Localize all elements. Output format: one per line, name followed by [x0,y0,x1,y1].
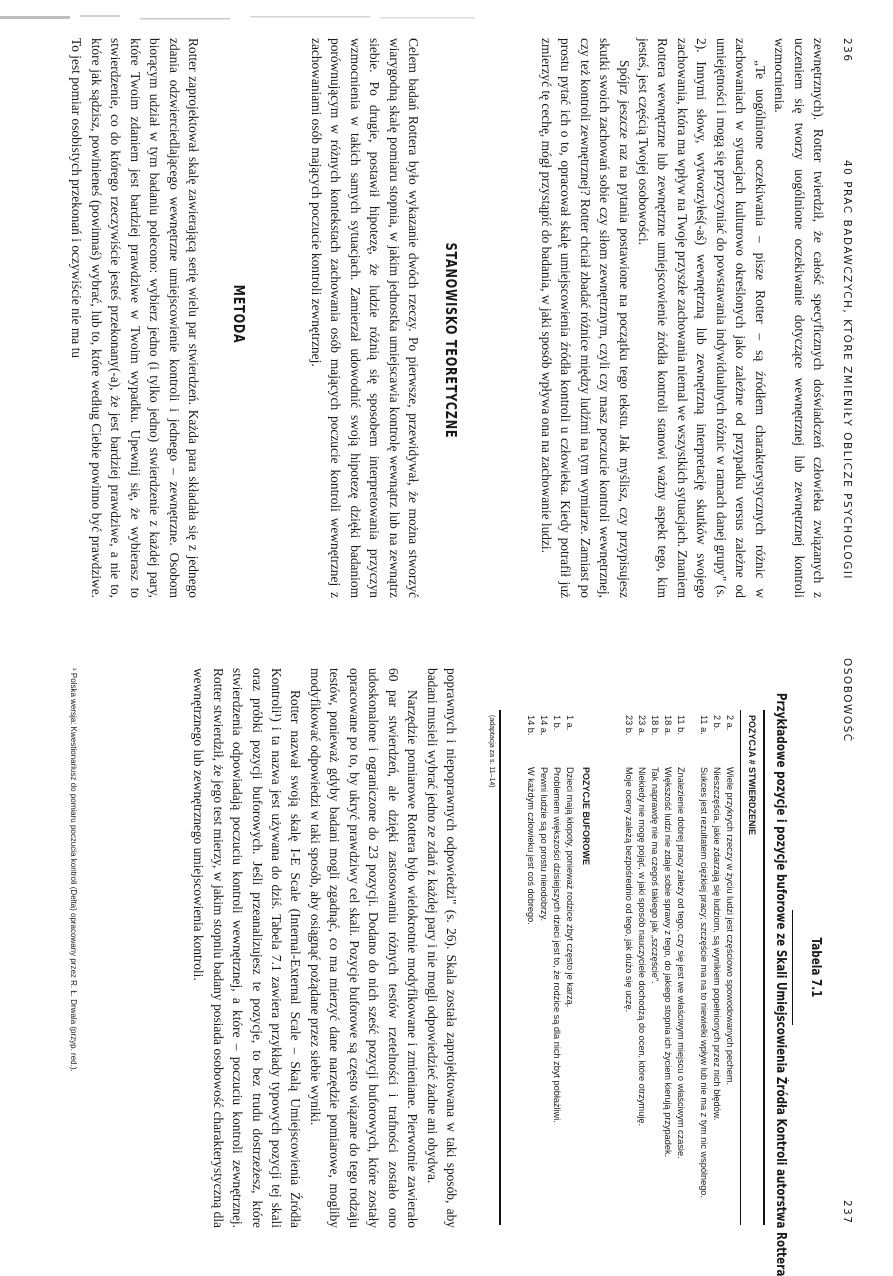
paragraph: Rotter zaprojektował skalę zawierającą serię wielu par stwierdzeń. Każda para składała się z jednego zdania odzwierciedlającego wewnętrzne umiejscowienie kontroli i jednego – zewnętrzne. Osobom biorącym udział w tym badaniu polecono: wybierz jedno (i tylko jedno) stwierdzenie z każdej pary, które Twoim zdaniem jest bardziej prawdziwe w Twoim wypadku. Upewnij się, że wybierasz to stwierdzenie, co do którego rzeczywiście jesteś przekonany(-a), że jest bardziej prawdziwe, a nie to, które jak sądzisz, powinieneś (powinnaś) wybrać, lub to, które według Ciebie powinno być prawdziwe. To jest pomiar osobistych przekonań i oczywiście nie ma tu [69,38,201,598]
paragraph: Spójrz jeszcze raz na pytania postawione na początku tego tekstu. Jak myślisz, czy przypisujesz skutki swoich zachowań sobie czy siłom zewnętrznym, czyli czy masz poczucie kontroli wewnętrznej, czy też kontroli zewnętrznej? Rotter chciał zbadać różnice między ludźmi na tym wymiarze. Zamiast po prostu pytać ich o to, opracował skalę umiejscowienia źródła kontroli u człowieka. Kiedy potrafił już zmierzyć tę cechę, mógł przystąpić do badania, w jaki sposób wpływa ona na zachowanie ludzi. [538,38,632,598]
item-statement: Znalezienie dobrej pracy zależy od tego, czy się jest we właściwym miejscu o właściwym czasie. [676,767,686,1159]
item-statement: Niekiedy nie mogę pojąć, w jaki sposób nauczyciele dochodzą do ocen, które otrzymuję. [637,767,647,1127]
item-number: 1 b. [552,715,562,731]
item-statement: W każdym człowieku jest coś dobrego. [526,767,536,925]
paragraph: poprawnych i niepoprawnych odpowiedzi" (s. 26). Skala została zaprojektowana w taki sposób, aby badani musieli wybrać jedno ze zdań z każdej pary i nie mogli odpowiedzieć żadne ani obydwa. [424,668,459,1228]
table-title: Przykładowe pozycje i pozycje buforowe ze Skali Umiejscowienia Źródła Kontroli autorstwa Rottera [773,692,788,1276]
item-number: 2 a. [725,715,735,731]
item-number: 14 b. [526,715,536,736]
item-number: 14 a. [539,715,549,736]
item-number: 1 a. [565,715,575,731]
table-source: (adaptacja za s. 11–14) [488,715,495,788]
table-top-rule [763,710,765,1225]
page-number-left: 236 [841,38,853,63]
table-label: Tabela 7.1 [808,937,823,998]
item-number: 23 a. [637,715,647,736]
paragraph: zewnętrznych). Rotter twierdził, że całość specyficznych doświadczeń człowieka związanych z uczeniem się tworzy uogólnione oczekiwanie dotyczące wewnętrznej lub zewnętrznej kontroli wzmocnienia. [772,38,826,598]
item-statement: Problemem większości dzisiejszych dzieci jest to, że rodzice są dla nich zbyt pobłażliwi. [552,767,562,1123]
item-statement: Tak naprawdę nie ma czegoś takiego jak „szczęście". [650,767,660,984]
table-divider [792,910,793,1025]
section-heading: METODA [230,284,248,344]
item-number: 11 b. [676,715,686,735]
theory-text [306,38,423,598]
footnote: ¹ Polska wersja: Kwestionariusz do pomiaru poczucia kontroli (Delta) opracowany przez R. Ł. Drwala (przyp. red.). [69,668,78,1072]
item-statement: Moje oceny zależą bezpośrednio od tego, jak dużo się uczę. [624,767,634,1013]
item-number: 18 a. [663,715,673,736]
item-number: 11 a. [699,715,709,735]
item-number: 23 b. [624,715,634,736]
buffer-header: POZYCJE BUFOROWE [581,767,591,866]
table-header-rule [740,710,741,1225]
item-statement: Sukces jest rezultatem ciężkiej pracy; szczęście ma na to niewielki wpływ lub nie ma z tym nic wspólnego. [699,767,709,1198]
item-number: 2 b. [712,715,722,731]
right-body-text [189,668,461,1228]
item-statement: Dzieci mają kłopoty, ponieważ rodzice zbyt często je karzą. [565,767,575,1008]
item-number: 18 b. [650,715,660,736]
page-number-right: 237 [841,1200,853,1225]
paragraph: Rotter nazwał swoją skalę I-E Scale (Internal-External Scale – Skalą Umiejscowienia Źródła Kontroli¹) i ta nazwa jest używana do dziś. Tabela 7.1 zawiera przykłady typowych pozycji tej skali oraz próbki pozycji buforowych. Jeśli przeanalizujesz te pozycje, to bez trudu dostrzeżesz, które stwierdzenia odpowiadają poczuciu kontroli wewnętrznej, a które – poczuciu kontroli zewnętrznej. Rotter stwierdził, że jego test mierzy, w jakim stopniu badany posiada osobowość charakterystyczną dla wewnętrznego lub zewnętrznego umiejscowienia kontroli. [191,668,304,1228]
running-head-left: 40 PRAC BADAWCZYCH, KTÓRE ZMIENIŁY OBLICZE PSYCHOLOGII [841,160,853,581]
intro-text [536,38,828,598]
method-text [67,38,203,598]
item-statement: Nieszczęścia, jakie zdarzają się ludziom, są wynikiem popełnionych przez nich błędów. [712,767,722,1121]
item-statement: Wiele przykrych rzeczy w życiu ludzi jest częściowo spowodowanych pechem. [725,767,735,1086]
section-heading: STANOWISKO TEORETYCZNE [442,242,460,439]
item-statement: Pewni ludzie są po prostu nieodobrzy. [539,767,549,922]
column-header: POZYCJA # [747,715,757,765]
column-header: STWIERDZENIE [747,767,757,836]
paragraph: Narzędzie pomiarowe Rottera było wielokrotnie modyfikowane i zmieniane. Pierwotnie zawierało 60 par stwierdzeń, ale dzięki zastosowaniu różnych testów rzetelności i trafności zostało ono udoskonalone i ograniczone do 23 pozycji. Dodano do nich sześć pozycji buforowych, które zostały opracowane po to, by ukryć prawdziwy cel skali. Pozycje buforowe są często wiązane do tego rodzaju testów, ponieważ gdyby badani mogli zgadnąć, co ma mierzyć dane narzędzie pomiarowe, mogliby modyfikować odpowiedzi w taki sposób, aby osiągnąć pożądane przez siebie wyniki. [307,668,421,1228]
running-head-right: OSOBOWOŚĆ [841,658,853,743]
paragraph: Celem badań Rottera było wykazanie dwóch rzeczy. Po pierwsze, przewidywał, że można stworzyć wiarygodną skalę pomiaru stopnia, w jakim jednostka umiejscawia kontrolę wewnątrz lub na zewnątrz siebie. Po drugie, postawił hipotezę, że ludzie różnią się sposobem interpretowania przyczyn wzmocnienia w takich samych sytuacjach. Zamierzał udowodnić swoją hipotezę dzięki badaniom porównującym w różnych kontekstach zachowania osób mających poczucie kontroli wewnętrznej z zachowaniami osób mających poczucie kontroli zewnętrznej. [308,38,421,598]
item-statement: Większość ludzi nie zdaje sobie sprawy z tego, do jakiego stopnia ich życiem kierują przypadek. [663,767,673,1158]
paragraph: „Te uogólnione oczekiwania – pisze Rotter – są źródłem charakterystycznych różnic w zachowaniach w sytuacjach kulturowo określonych jako zależne od przypadku versus zależne od umiejętności i mogą się przyczyniać do powstawania indywidualnych różnic w ramach danej grupy" (s. 2). Innymi słowy, wytworzyłeś(-aś) wewnętrzną lub zewnętrzną interpretację skutków swojego zachowania, która ma wpływ na Twoje przyszłe zachowania niemal we wszystkich sytuacjach. Znaniem Rottera wewnętrzne lub zewnętrzne umiejscowienie źródła kontroli stanowi ważny aspekt tego, kim jesteś, jest częścią Twojej osobowości. [636,38,768,598]
right-page [0,640,893,1276]
table-bottom-rule [500,710,502,1225]
